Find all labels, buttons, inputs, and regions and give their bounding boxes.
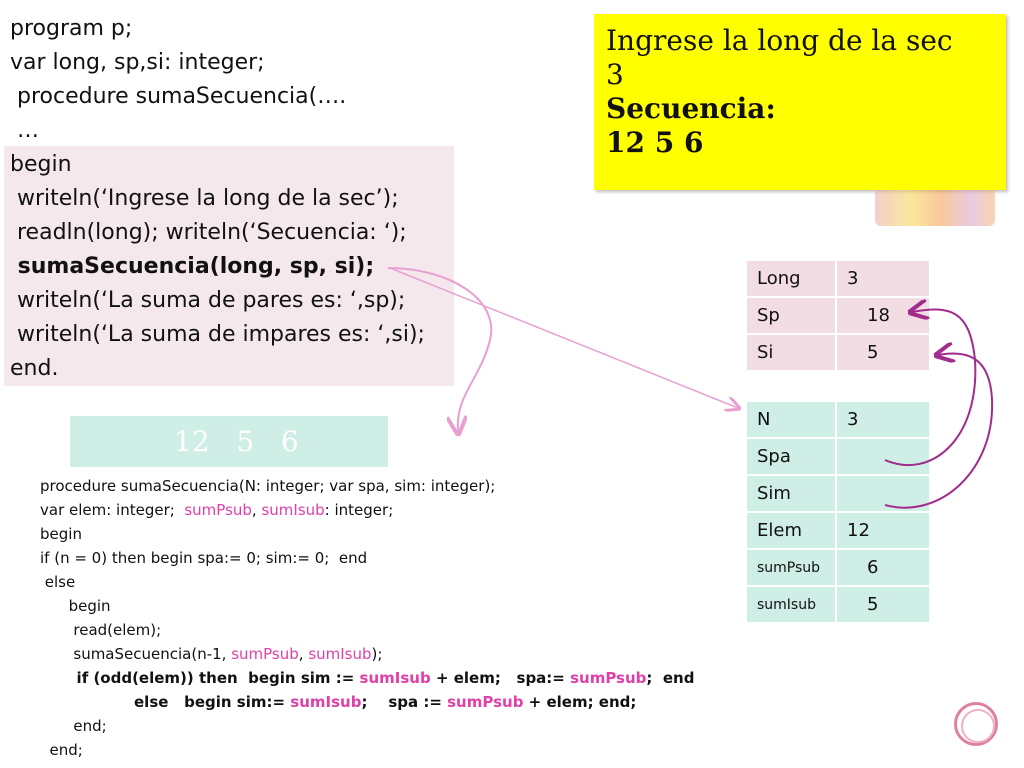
code-line: … [10, 118, 39, 143]
code-line: writeln(‘Ingrese la long de la sec’); [10, 186, 399, 211]
table-row: sumPsub 6 [746, 549, 930, 586]
proc-line: procedure sumaSecuencia(N: integer; var spa, sim: integer); [40, 477, 496, 495]
code-line: begin [10, 152, 72, 177]
proc-line: read(elem); [40, 621, 162, 639]
table-row: Sp 18 [746, 297, 930, 334]
table-row: Long 3 [746, 260, 930, 297]
proc-line: else [40, 573, 76, 591]
slide-nav-button[interactable] [954, 702, 998, 746]
code-line: readln(long); writeln(‘Secuencia: ‘); [10, 220, 407, 245]
table-row: Sim [746, 475, 930, 512]
table-row: N 3 [746, 401, 930, 438]
table-row: sumIsub 5 [746, 586, 930, 623]
code-line: writeln(‘La suma de pares es: ‘,sp); [10, 288, 406, 313]
proc-line: var elem: integer; sumPsub, sumIsub: integer; [40, 501, 394, 519]
code-line: procedure sumaSecuencia(…. [10, 84, 347, 109]
proc-line: if (n = 0) then begin spa:= 0; sim:= 0; end [40, 549, 368, 567]
code-line: var long, sp,si: integer; [10, 50, 265, 75]
proc-line: if (odd(elem)) then begin sim := sumIsub + elem; spa:= sumPsub; end [40, 669, 695, 687]
proc-line: begin [40, 597, 111, 615]
spa-to-sp-arrow [885, 309, 975, 465]
code-line: program p; [10, 16, 133, 41]
nav-ring-icon [961, 709, 995, 743]
table-row: Elem 12 [746, 512, 930, 549]
proc-line: begin [40, 525, 82, 543]
proc-line: end; [40, 741, 83, 759]
proc-line: end; [40, 717, 107, 735]
table-row: Spa [746, 438, 930, 475]
code-line: writeln(‘La suma de impares es: ‘,si); [10, 322, 425, 347]
console-line: Secuencia: [606, 92, 776, 125]
proc-line: sumaSecuencia(n-1, sumPsub, sumIsub); [40, 645, 383, 663]
console-line: 3 [606, 58, 624, 91]
table-row: Si 5 [746, 334, 930, 371]
proc-line: else begin sim:= sumIsub; spa := sumPsub + elem; end; [40, 693, 637, 711]
code-line: end. [10, 356, 59, 381]
input-arrow [388, 268, 491, 432]
console-line: Ingrese la long de la sec [606, 24, 953, 57]
console-line: 12 5 6 [606, 126, 704, 159]
code-line-call: sumaSecuencia(long, sp, si); [10, 254, 375, 279]
call-arrow [390, 268, 738, 408]
sequence-box: 12 5 6 [70, 416, 388, 467]
